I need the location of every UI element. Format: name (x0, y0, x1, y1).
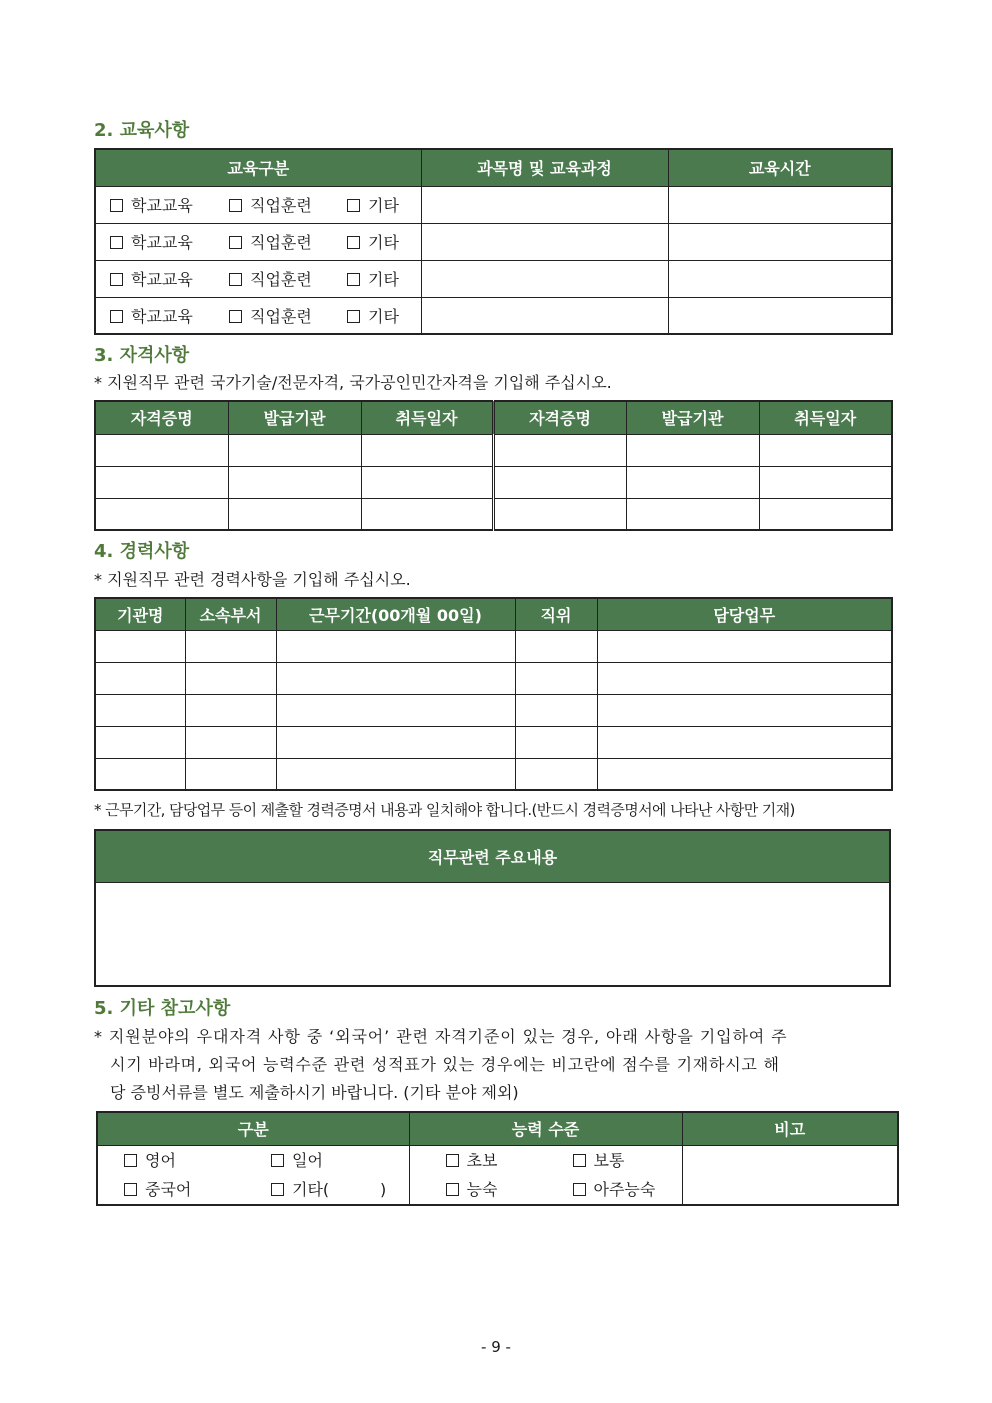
qualification-cell[interactable] (361, 498, 493, 530)
career-cell[interactable] (515, 726, 597, 758)
option-intermediate[interactable]: 보통 (573, 1146, 625, 1175)
checkbox[interactable] (229, 310, 242, 323)
career-cell[interactable] (95, 758, 185, 790)
career-cell[interactable] (185, 726, 276, 758)
qualification-cell[interactable] (361, 434, 493, 466)
career-cell[interactable] (185, 758, 276, 790)
language-table (96, 1111, 899, 1206)
other-note-line-3: 당 증빙서류를 별도 제출하시기 바랍니다. (기타 분야 제외) (110, 1083, 519, 1102)
option-school[interactable]: 학교교육 (110, 304, 229, 327)
checkbox[interactable] (347, 236, 360, 249)
education-header-hours: 교육시간 (668, 149, 892, 186)
career-cell[interactable] (276, 662, 515, 694)
checkbox[interactable] (124, 1154, 137, 1167)
qualification-header-issuer: 발급기관 (228, 401, 361, 434)
career-cell[interactable] (276, 758, 515, 790)
qualification-header-date: 취득일자 (759, 401, 892, 434)
qualification-cell[interactable] (493, 434, 626, 466)
language-header-level: 능력 수준 (409, 1112, 682, 1145)
checkbox[interactable] (110, 236, 123, 249)
qualification-cell[interactable] (759, 498, 892, 530)
education-table (94, 148, 893, 335)
career-cell[interactable] (515, 758, 597, 790)
checkbox[interactable] (110, 199, 123, 212)
checkbox[interactable] (347, 199, 360, 212)
education-course-cell[interactable] (421, 223, 668, 260)
main-duties-content[interactable] (95, 882, 890, 986)
qualification-cell[interactable] (228, 498, 361, 530)
option-beginner[interactable]: 초보 (446, 1146, 573, 1175)
checkbox[interactable] (271, 1183, 284, 1196)
option-school[interactable]: 학교교육 (110, 230, 229, 253)
page-number: - 9 - (481, 1338, 511, 1356)
qualification-cell[interactable] (95, 466, 228, 498)
language-header-type: 구분 (97, 1112, 409, 1145)
option-other[interactable]: 기타 (347, 193, 399, 216)
qualification-cell[interactable] (228, 466, 361, 498)
checkbox[interactable] (446, 1183, 459, 1196)
career-cell[interactable] (515, 662, 597, 694)
career-cell[interactable] (597, 630, 892, 662)
option-other[interactable]: 기타 (347, 230, 399, 253)
qualification-header-issuer: 발급기관 (626, 401, 759, 434)
main-duties-header: 직무관련 주요내용 (95, 830, 890, 882)
checkbox[interactable] (110, 310, 123, 323)
level-options-cell (409, 1145, 682, 1205)
career-header-period: 근무기간(00개월 00일) (276, 598, 515, 630)
option-vocational[interactable]: 직업훈련 (229, 304, 347, 327)
qualification-table (94, 400, 893, 531)
career-cell[interactable] (276, 630, 515, 662)
career-cell[interactable] (597, 758, 892, 790)
qualification-cell[interactable] (95, 498, 228, 530)
career-header-position: 직위 (515, 598, 597, 630)
career-footnote: * 근무기간, 담당업무 등이 제출할 경력증명서 내용과 일치해야 합니다.(반드시 경력증명서에 나타난 사항만 기재) (94, 801, 795, 819)
career-cell[interactable] (597, 726, 892, 758)
main-duties-table (94, 829, 891, 987)
education-course-cell[interactable] (421, 260, 668, 297)
checkbox[interactable] (229, 273, 242, 286)
career-cell[interactable] (515, 630, 597, 662)
checkbox[interactable] (573, 1183, 586, 1196)
checkbox[interactable] (229, 236, 242, 249)
career-cell[interactable] (597, 662, 892, 694)
education-header-type: 교육구분 (95, 149, 421, 186)
option-japanese[interactable]: 일어 (271, 1146, 323, 1175)
option-other-language[interactable]: 기타( ) (271, 1175, 386, 1204)
option-school[interactable]: 학교교육 (110, 193, 229, 216)
qualification-cell[interactable] (626, 466, 759, 498)
qualification-header-name: 자격증명 (493, 401, 626, 434)
option-english[interactable]: 영어 (124, 1146, 271, 1175)
education-type-cell (95, 297, 421, 334)
option-proficient[interactable]: 능숙 (446, 1175, 573, 1204)
option-vocational[interactable]: 직업훈련 (229, 267, 347, 290)
language-options-cell (97, 1145, 409, 1205)
education-course-cell[interactable] (421, 297, 668, 334)
checkbox[interactable] (347, 273, 360, 286)
career-header-org: 기관명 (95, 598, 185, 630)
option-other[interactable]: 기타 (347, 304, 399, 327)
education-hours-cell[interactable] (668, 223, 892, 260)
qualification-cell[interactable] (626, 498, 759, 530)
career-cell[interactable] (276, 694, 515, 726)
checkbox[interactable] (573, 1154, 586, 1167)
education-type-cell (95, 223, 421, 260)
option-fluent[interactable]: 아주능숙 (573, 1175, 656, 1204)
other-note-line-2: 시기 바라며, 외국어 능력수준 관련 성적표가 있는 경우에는 비고란에 점수를 기재하시고 해 (110, 1055, 780, 1074)
checkbox[interactable] (446, 1154, 459, 1167)
education-hours-cell[interactable] (668, 186, 892, 223)
option-chinese[interactable]: 중국어 (124, 1175, 271, 1204)
career-cell[interactable] (276, 726, 515, 758)
career-header-dept: 소속부서 (185, 598, 276, 630)
qualification-cell[interactable] (759, 434, 892, 466)
qualification-cell[interactable] (95, 434, 228, 466)
career-cell[interactable] (95, 662, 185, 694)
checkbox[interactable] (124, 1183, 137, 1196)
language-remarks-cell[interactable] (682, 1145, 898, 1205)
checkbox[interactable] (271, 1154, 284, 1167)
qualification-cell[interactable] (493, 498, 626, 530)
career-cell[interactable] (95, 694, 185, 726)
qualification-cell[interactable] (228, 434, 361, 466)
career-cell[interactable] (597, 694, 892, 726)
education-hours-cell[interactable] (668, 260, 892, 297)
career-cell[interactable] (185, 662, 276, 694)
education-section-title: 2. 교육사항 (94, 120, 190, 141)
qualification-cell[interactable] (626, 434, 759, 466)
education-type-cell (95, 186, 421, 223)
language-header-remarks: 비고 (682, 1112, 898, 1145)
checkbox[interactable] (229, 199, 242, 212)
other-note-line-1: * 지원분야의 우대자격 사항 중 ‘외국어’ 관련 자격기준이 있는 경우, 아래 사항을 기입하여 주 (94, 1027, 788, 1046)
checkbox[interactable] (347, 310, 360, 323)
qualification-cell[interactable] (493, 466, 626, 498)
education-type-cell (95, 260, 421, 297)
other-section-title: 5. 기타 참고사항 (94, 998, 231, 1019)
qualification-section-title: 3. 자격사항 (94, 345, 190, 366)
education-header-course: 과목명 및 교육과정 (421, 149, 668, 186)
qualification-cell[interactable] (361, 466, 493, 498)
career-note: * 지원직무 관련 경력사항을 기입해 주십시오. (94, 570, 411, 589)
option-vocational[interactable]: 직업훈련 (229, 230, 347, 253)
career-section-title: 4. 경력사항 (94, 541, 190, 562)
career-cell[interactable] (95, 726, 185, 758)
option-vocational[interactable]: 직업훈련 (229, 193, 347, 216)
career-cell[interactable] (515, 694, 597, 726)
education-hours-cell[interactable] (668, 297, 892, 334)
checkbox[interactable] (110, 273, 123, 286)
qualification-cell[interactable] (759, 466, 892, 498)
career-header-duties: 담당업무 (597, 598, 892, 630)
option-school[interactable]: 학교교육 (110, 267, 229, 290)
career-cell[interactable] (185, 630, 276, 662)
qualification-note: * 지원직무 관련 국가기술/전문자격, 국가공인민간자격을 기입해 주십시오. (94, 373, 612, 392)
career-cell[interactable] (185, 694, 276, 726)
qualification-header-date: 취득일자 (361, 401, 493, 434)
education-course-cell[interactable] (421, 186, 668, 223)
option-other[interactable]: 기타 (347, 267, 399, 290)
career-table (94, 597, 893, 791)
career-cell[interactable] (95, 630, 185, 662)
qualification-header-name: 자격증명 (95, 401, 228, 434)
